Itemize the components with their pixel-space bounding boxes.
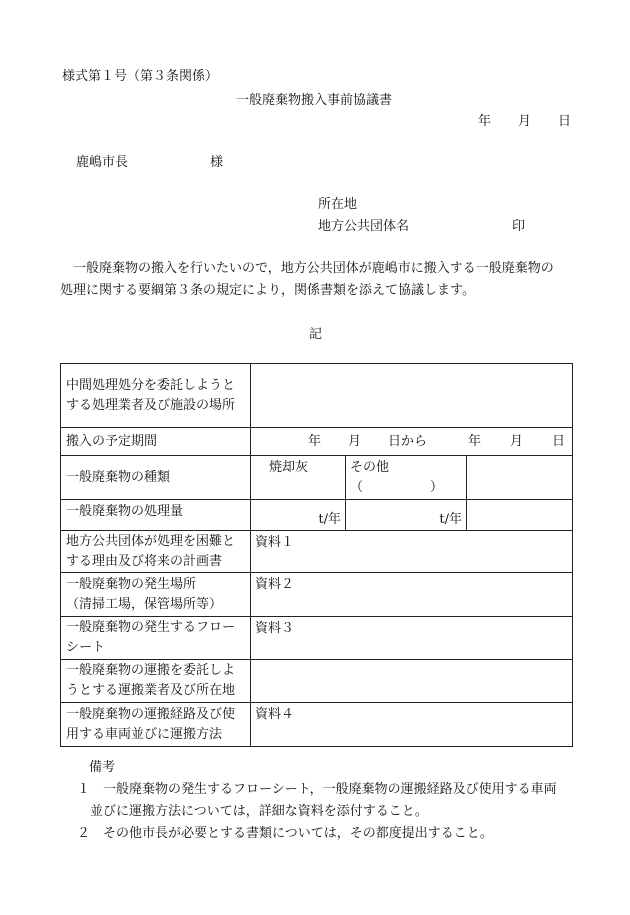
amount-other[interactable]: t/年 (346, 500, 467, 531)
carrier-value[interactable] (251, 660, 573, 703)
amount-extra[interactable] (467, 500, 573, 531)
processor-value[interactable] (251, 364, 573, 428)
note-2-text: その他市長が必要とする書類については，その都度提出すること。 (103, 826, 493, 841)
origin-value[interactable]: 資料２ (251, 573, 573, 617)
other-paren-open: （ (350, 480, 364, 495)
amount-ash[interactable]: t/年 (251, 500, 346, 531)
table-row-period (61, 428, 573, 456)
table-row-carrier (61, 660, 573, 703)
table-row-type (61, 456, 573, 500)
period-day-2: 日 (552, 434, 566, 449)
flow-label: 一般廃棄物の発生するフロー シート (61, 617, 251, 660)
paragraph-line-2: 処理に関する要綱第３条の規定により，関係書類を添えて協議します。 (60, 283, 475, 298)
processor-label: 中間処理処分を委託しようと する処理業者及び施設の場所 (61, 364, 251, 428)
date-day: 日 (558, 114, 572, 129)
note-1-line-1: 一般廃棄物の発生するフローシート，一般廃棄物の運搬経路及び使用する車両 (103, 782, 557, 797)
table-row-origin (61, 573, 573, 617)
route-label: 一般廃棄物の運搬経路及び使 用する車両並びに運搬方法 (61, 703, 251, 747)
addressee: 鹿嶋市長 (76, 155, 129, 170)
flow-value[interactable]: 資料３ (251, 617, 573, 660)
type-ash[interactable]: 焼却灰 (251, 456, 346, 500)
form-number: 様式第１号（第３条関係） (62, 69, 219, 84)
type-label: 一般廃棄物の種類 (61, 456, 251, 500)
paragraph-line-1: 一般廃棄物の搬入を行いたいので，地方公共団体が鹿嶋市に搬入する一般廃棄物の (73, 261, 554, 276)
route-value[interactable]: 資料４ (251, 703, 573, 747)
type-other[interactable]: その他 （ ） (346, 456, 467, 500)
period-month-1: 月 (348, 434, 362, 449)
ki-marker: 記 (309, 327, 323, 342)
carrier-label: 一般廃棄物の運搬を委託しよ うとする運搬業者及び所在地 (61, 660, 251, 703)
other-paren-close: ） (430, 480, 444, 495)
notes-heading: 備考 (89, 760, 116, 775)
amount-label: 一般廃棄物の処理量 (61, 500, 251, 531)
table-row-route (61, 703, 573, 747)
table-row-processor (61, 364, 573, 428)
type-other-value[interactable] (467, 456, 573, 500)
table-row-flow (61, 617, 573, 660)
org-name-label: 地方公共団体名 (318, 219, 410, 234)
location-label: 所在地 (318, 197, 358, 212)
period-value[interactable] (251, 428, 573, 456)
origin-label: 一般廃棄物の発生場所 （清掃工場，保管場所等） (61, 573, 251, 617)
period-day-from: 日から (388, 434, 428, 449)
addressee-honorific: 様 (210, 155, 224, 170)
seal-mark: 印 (512, 219, 526, 234)
period-year-1: 年 (308, 434, 322, 449)
document-title: 一般廃棄物搬入事前協議書 (236, 93, 393, 108)
date-month: 月 (518, 114, 532, 129)
period-month-2: 月 (510, 434, 524, 449)
consultation-table (60, 363, 573, 747)
reason-value[interactable]: 資料１ (251, 531, 573, 573)
note-1-line-2: 並びに運搬方法については，詳細な資料を添付すること。 (90, 804, 428, 819)
note-1-number: １ (77, 782, 91, 797)
period-year-2: 年 (468, 434, 482, 449)
reason-label: 地方公共団体が処理を困難と する理由及び将来の計画書 (61, 531, 251, 573)
date-year: 年 (478, 114, 492, 129)
table-row-amount (61, 500, 573, 531)
table-row-reason (61, 531, 573, 573)
note-2-number: ２ (77, 826, 91, 841)
period-label: 搬入の予定期間 (61, 428, 251, 456)
